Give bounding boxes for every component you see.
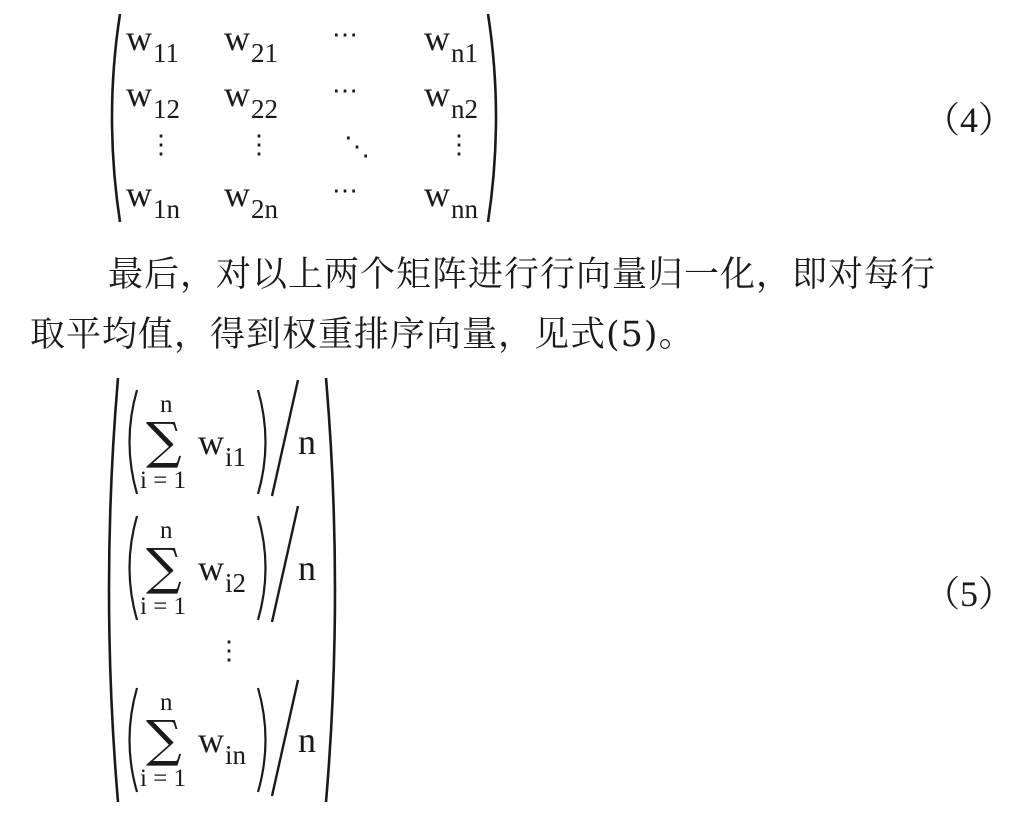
matrix4-cell-r1c4: $w_{n1}$ — [424, 18, 478, 68]
paragraph-line-1: 最后，对以上两个矩阵进行行向量归一化，即对每行 — [108, 255, 937, 295]
matrix4-cell-r4c3: ⋯ — [332, 176, 358, 206]
row3-sum-upper: n — [160, 689, 173, 716]
matrix4-cell-r3c4: ⋮ — [446, 130, 472, 160]
vector5-vdots: ⋮ — [216, 636, 242, 666]
vector5-left-paren — [109, 378, 118, 802]
row2-sum-lower: i = 1 — [140, 593, 187, 620]
matrix4-cell-r3c1: ⋮ — [148, 130, 174, 160]
row1-inner-left-paren — [130, 390, 138, 494]
matrix4-cell-r4c4: $w_{nn}$ — [424, 174, 478, 224]
row1-slash — [272, 380, 298, 496]
matrix4-left-paren — [112, 14, 120, 222]
row1-term: $w_{i1}$ — [198, 422, 247, 472]
row3-inner-right-paren — [258, 688, 266, 792]
matrix4-cell-r3c3: ⋱ — [344, 132, 370, 162]
row2-sum-upper: n — [160, 517, 173, 544]
matrix4-cell-r2c2: $w_{22}$ — [224, 74, 278, 124]
matrix4-right-paren — [488, 14, 496, 222]
matrix4-cell-r4c1: $w_{1n}$ — [126, 174, 180, 224]
row3-sum-symbol: ∑ — [146, 710, 182, 768]
row3-sum-lower: i = 1 — [140, 765, 187, 792]
row1-divisor: n — [298, 422, 316, 462]
row3-inner-left-paren — [130, 688, 138, 792]
row3-slash — [272, 680, 298, 796]
matrix4-cell-r1c1: $w_{11}$ — [126, 18, 179, 68]
matrix4-cell-r1c2: $w_{21}$ — [224, 18, 278, 68]
row1-sum-lower: i = 1 — [140, 467, 187, 494]
row2-sum-symbol: ∑ — [146, 538, 182, 596]
matrix4-cell-r4c2: $w_{2n}$ — [224, 174, 278, 224]
row2-slash — [272, 506, 298, 622]
row1-sum-upper: n — [160, 391, 173, 418]
matrix4-cell-r2c4: $w_{n2}$ — [424, 74, 478, 124]
row2-divisor: n — [298, 548, 316, 588]
row2-inner-right-paren — [258, 516, 266, 620]
row2-term: $w_{i2}$ — [198, 548, 247, 598]
row2-inner-left-paren — [130, 516, 138, 620]
equation-number-4: （4） — [924, 100, 1015, 140]
row1-sum-symbol: ∑ — [146, 412, 182, 470]
paragraph-line-2: 取平均值，得到权重排序向量，见式(5)。 — [30, 315, 695, 355]
matrix4-cell-r1c3: ⋯ — [332, 20, 358, 50]
row3-term: $w_{in}$ — [198, 720, 247, 770]
row1-inner-right-paren — [258, 390, 266, 494]
row3-divisor: n — [298, 720, 316, 760]
matrix4-cell-r2c1: $w_{12}$ — [126, 74, 180, 124]
matrix4-cell-r3c2: ⋮ — [246, 130, 272, 160]
matrix4-cell-r2c3: ⋯ — [332, 76, 358, 106]
vector5-right-paren — [326, 378, 335, 802]
equation-number-5: （5） — [924, 574, 1015, 614]
